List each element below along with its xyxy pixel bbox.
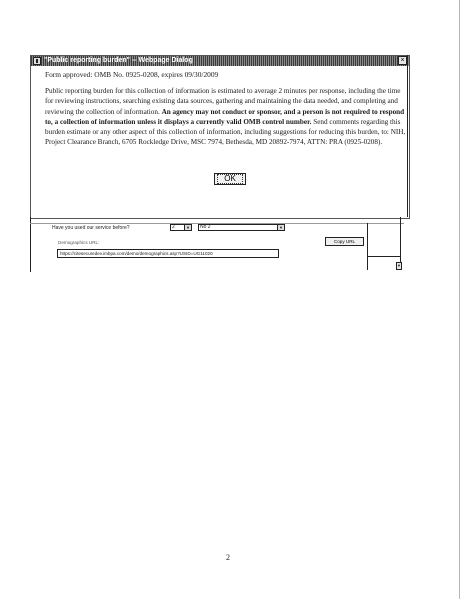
answer-select-1[interactable]	[170, 224, 192, 231]
frame-line-left	[30, 217, 31, 272]
scroll-down-icon[interactable]: ▼	[397, 263, 401, 268]
dialog-titlebar[interactable]	[31, 56, 409, 66]
select-1-value: 2	[172, 224, 175, 230]
service-question: Have you used our service before?	[52, 225, 130, 231]
burden-text-1: Public reporting burden for this collection of information is estimated to average 2 minutes per response, including the time for reviewing instructions, searching existing data sources, gathering and maintaining the data needed, and completing and reviewing the collection of information.	[45, 87, 401, 116]
frame-line-right	[400, 217, 401, 265]
dropdown-arrow-icon: ▼	[277, 225, 284, 230]
background-page	[30, 217, 404, 272]
burden-text-bold: An agency may not conduct or sponsor, and a person is not required to respond to, a collection of information unless it displays a currently valid OMB control number.	[45, 107, 405, 126]
demographics-url-field[interactable]: https://citesecuredev.imbpa.com/demo/demographics.asp?USID=UG11020	[57, 249, 279, 258]
dialog-title: "Public reporting burden" -- Webpage Dialog	[44, 57, 193, 64]
frame-line-mid	[367, 223, 368, 270]
page-icon	[33, 57, 41, 65]
dropdown-arrow-icon: ▼	[184, 225, 191, 230]
burden-statement	[45, 86, 407, 148]
close-icon: ×	[400, 57, 405, 64]
select-2-value: No 2	[200, 224, 211, 230]
page-edge	[459, 0, 460, 599]
burden-text-2: Send comments regarding this burden estimate or any other aspect of this collection of information, including suggestions for reducing this burden, to: NIH, Project Clearance Branch, 6705 Rockledge Drive, MSC 7974, Bethesda, MD 20892-7974, ATTN: PRA (0925-0208).	[45, 117, 406, 147]
answer-select-2[interactable]	[198, 224, 285, 231]
ok-button[interactable]	[214, 173, 246, 185]
window-frame-line	[407, 55, 408, 217]
webpage-dialog	[30, 55, 410, 219]
demographics-url-label: Demographics URL:	[58, 240, 100, 245]
page-number: 2	[226, 553, 230, 562]
ok-label: OK	[217, 174, 243, 184]
frame-line-bottom	[367, 256, 401, 257]
omb-approval-line: Form approved: OMB No. 0925-0208, expires 09/30/2009	[45, 70, 219, 79]
copy-url-button[interactable]: Copy URL	[325, 237, 364, 246]
close-button[interactable]	[398, 56, 407, 65]
